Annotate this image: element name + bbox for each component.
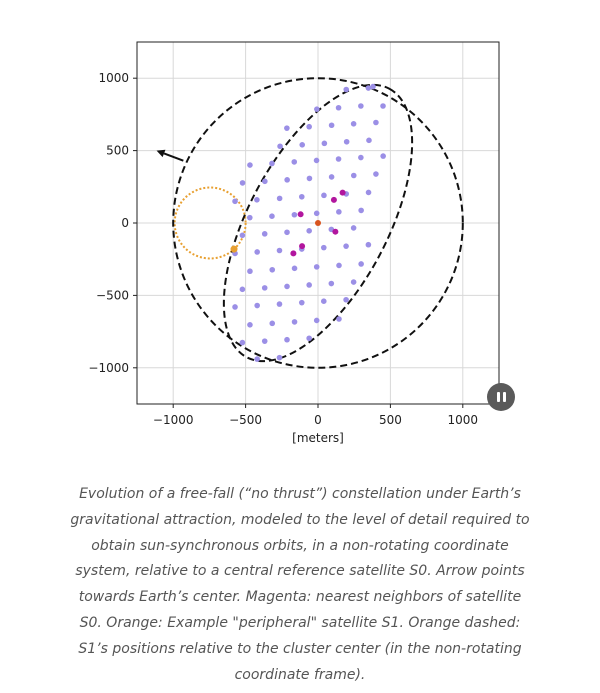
cluster-satellite-point [284,229,290,235]
neighbor-satellite-point [290,250,296,256]
cluster-satellite-point [306,335,312,341]
cluster-satellite-point [306,124,312,130]
axis-ticks [88,71,478,427]
cluster-satellite-point [344,139,350,145]
y-tick-label: 0 [121,216,129,230]
cluster-satellite-point [299,300,305,306]
cluster-satellite-point [329,174,335,180]
cluster-satellite-point [292,212,298,218]
cluster-satellite-point [336,105,342,111]
cluster-satellite-point [336,263,342,269]
cluster-satellite-point [306,228,312,234]
neighbor-satellite-point [332,229,338,235]
cluster-satellite-point [247,215,253,221]
x-tick-label: 500 [378,413,402,427]
cluster-satellite-point [284,125,290,131]
cluster-satellite-point [240,180,246,186]
cluster-satellite-point [314,264,320,270]
cluster-satellite-point [277,196,283,202]
y-tick-label: −500 [96,288,129,303]
y-tick-label: 500 [106,143,129,158]
y-tick-label: −1000 [88,360,129,375]
neighbor-satellite-point [298,211,304,217]
cluster-satellite-point [373,120,379,126]
cluster-satellite-point [329,122,335,128]
cluster-satellite-point [254,197,260,203]
cluster-satellite-point [322,141,328,147]
x-tick-label: 0 [314,413,322,427]
cluster-satellite-point [306,282,312,288]
cluster-satellite-point [358,103,364,109]
cluster-satellite-point [240,340,246,346]
cluster-satellite-point [254,303,260,309]
cluster-satellite-point [358,155,364,161]
cluster-satellite-point [277,301,283,307]
x-tick-label: 1000 [447,413,479,427]
cluster-satellite-point [292,266,298,272]
cluster-satellite-point [343,243,349,249]
cluster-satellite-point [351,121,357,127]
cluster-satellite-point [269,321,275,327]
cluster-satellite-point [292,319,298,325]
pause-button[interactable] [487,383,515,411]
cluster-satellite-point [254,249,260,255]
cluster-satellite-point [336,156,342,162]
cluster-satellite-point [277,355,283,361]
cluster-satellite-point [314,158,320,164]
cluster-satellite-point [343,297,349,303]
cluster-satellite-point [380,103,386,109]
cluster-satellite-point [351,279,357,285]
figure-caption: Evolution of a free-fall (“no thrust”) constellation under Earth’s gravitational attraction, modeled to the level of detail required to obtain sun-synchronous orbits, in a non-rotating coordinate system, relative to a central reference satellite S0. Arrow points towards Earth’s center. Magenta: nearest neighbors of satellite S0. Orange: Example "peripheral" satellite S1. Orange dashed: S1’s positions relative to the cluster center (in the non-rotating coordinate frame). [70,486,530,683]
cluster-satellite-point [299,142,305,148]
cluster-satellite-point [284,284,290,290]
cluster-satellite-point [284,177,290,183]
pause-icon-bar [503,392,506,402]
cluster-satellite-point [232,198,238,204]
cluster-satellite-point [240,287,246,293]
cluster-satellite-point [336,316,342,322]
cluster-satellite-point [351,225,357,231]
x-tick-label: −1000 [152,413,194,427]
cluster-satellite-point [269,161,275,167]
cluster-satellite-point [240,233,246,239]
neighbor-satellite-point [299,243,305,249]
cluster-satellite-point [366,190,372,196]
cluster-satellite-point [232,304,238,310]
cluster-satellite-point [343,87,349,93]
cluster-satellite-point [321,193,327,199]
cluster-satellite-point [358,261,364,267]
cluster-satellite-point [262,338,268,344]
pause-icon-bar [497,392,500,402]
cluster-satellite-point [277,143,283,149]
neighbor-satellite-point [340,190,346,196]
cluster-satellite-point [321,298,327,304]
cluster-satellite-point [370,84,376,90]
cluster-satellite-point [269,267,275,273]
peripheral-satellite-point [231,246,238,253]
cluster-satellite-point [247,162,253,168]
cluster-satellite-point [329,281,335,287]
cluster-satellite-point [284,337,290,343]
cluster-satellite-point [366,242,372,248]
cluster-satellite-point [307,176,313,182]
cluster-satellite-point [291,159,297,165]
cluster-satellite-point [314,318,320,324]
cluster-satellite-point [247,268,253,274]
cluster-satellite-point [314,106,320,112]
cluster-satellite-point [299,194,305,200]
cluster-satellite-point [321,245,327,251]
cluster-satellite-point [366,138,372,144]
x-axis-label: [meters] [292,431,344,445]
cluster-satellite-point [373,171,379,177]
cluster-satellite-point [277,248,283,254]
cluster-satellite-point [380,153,386,159]
cluster-satellite-point [254,356,260,362]
neighbor-satellite-point [331,197,337,203]
cluster-satellite-point [358,208,364,214]
cluster-satellite-point [314,210,320,216]
cluster-satellite-point [262,285,268,291]
cluster-satellite-point [247,322,253,328]
y-tick-label: 1000 [98,71,129,86]
cluster-satellite-point [336,209,342,215]
cluster-satellite-point [269,213,275,219]
center-satellite-point [315,220,321,226]
cluster-satellite-point [262,178,268,184]
x-tick-label: −500 [229,413,263,427]
cluster-satellite-point [262,231,268,237]
cluster-satellite-point [351,173,357,179]
